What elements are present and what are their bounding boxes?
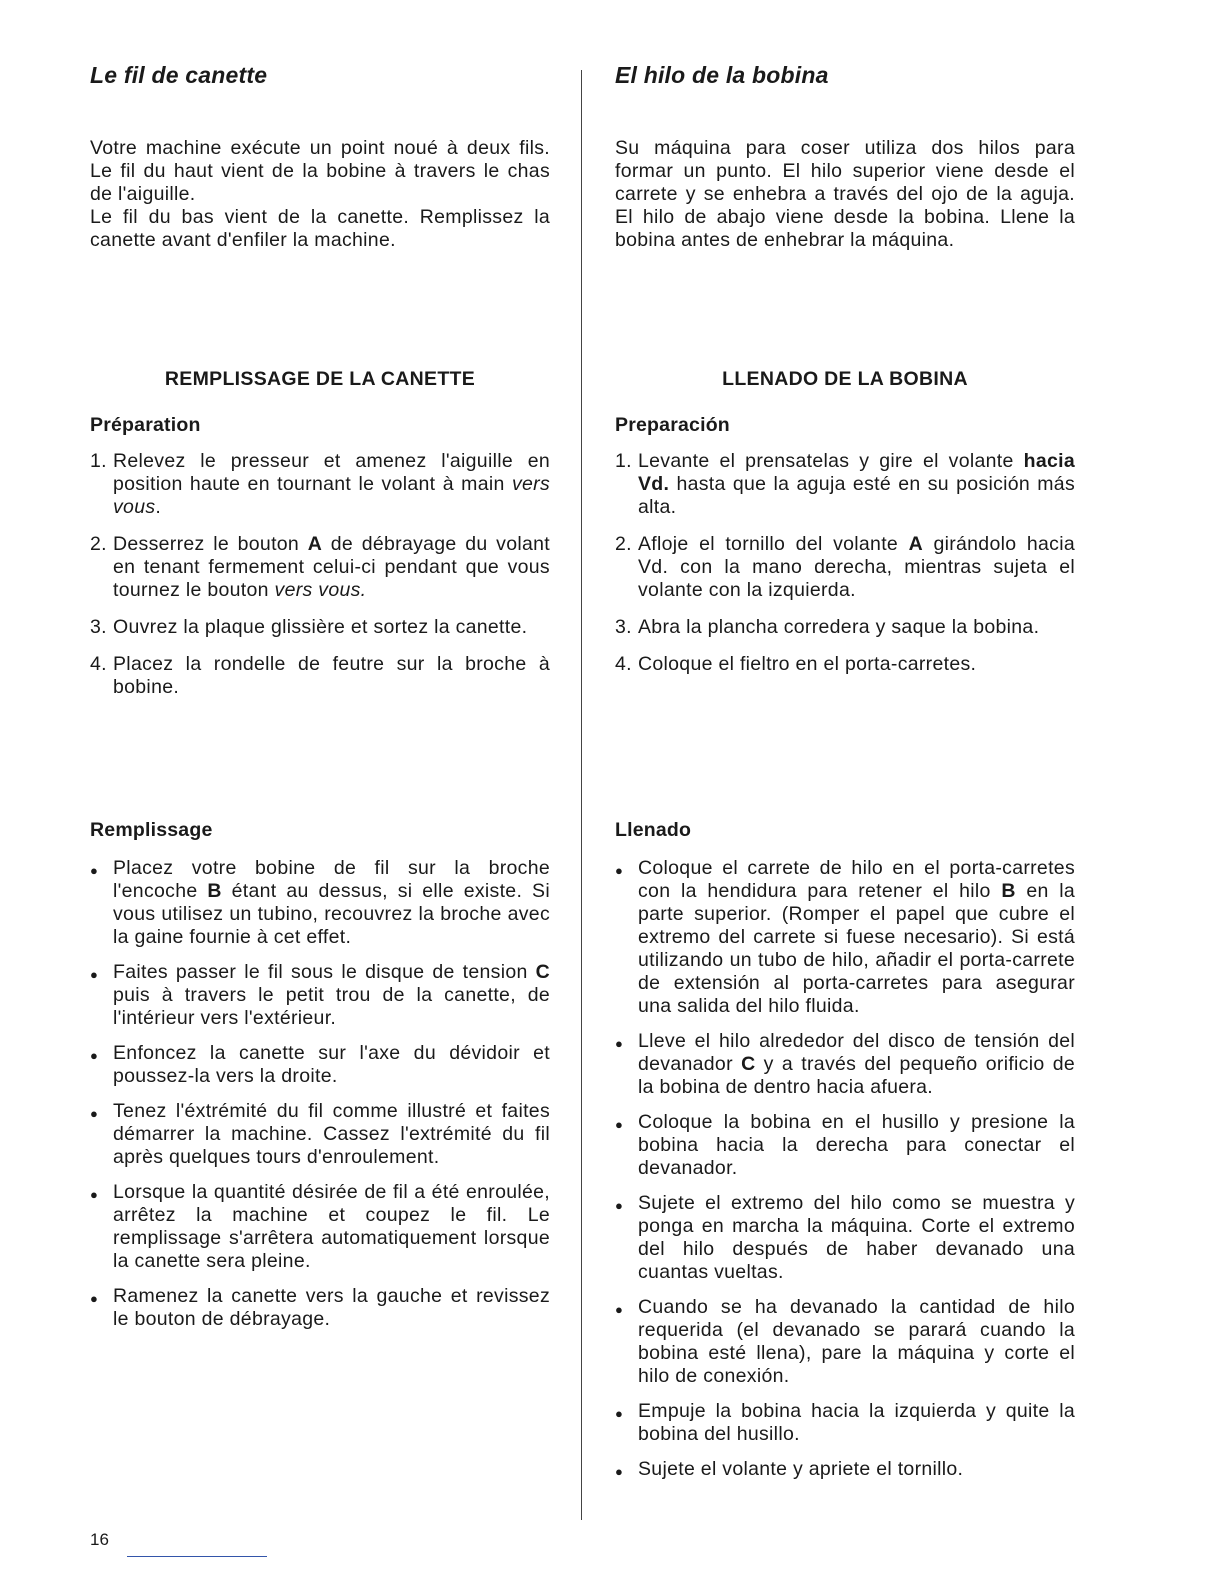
step-item bbox=[615, 450, 1075, 519]
filling-bullets-es bbox=[615, 857, 1075, 1498]
bullet-text: Coloque la bobina en el husillo y presione la bobina hacia la derecha para conectar el devanador. bbox=[638, 1111, 1075, 1179]
step-text: Abra la plancha corredera y saque la bobina. bbox=[638, 616, 1040, 638]
bobbin-winding-heading-fr: REMPLISSAGE DE LA CANETTE bbox=[164, 368, 476, 390]
step-item bbox=[90, 450, 550, 519]
bullet-dot-icon: ● bbox=[90, 967, 99, 982]
bullet-item bbox=[615, 1030, 1075, 1099]
step-item bbox=[90, 653, 550, 699]
bullet-dot-icon: ● bbox=[615, 1406, 624, 1421]
bullet-dot-icon: ● bbox=[90, 1187, 99, 1202]
bullet-text: Cuando se ha devanado la cantidad de hilo requerida (el devanado se parará cuando la bobina esté llena), pare la máquina y corte el hilo de conexión. bbox=[638, 1296, 1075, 1387]
bullet-dot-icon: ● bbox=[615, 863, 624, 878]
bullet-dot-icon: ● bbox=[615, 1464, 624, 1479]
bullet-dot-icon: ● bbox=[90, 1048, 99, 1063]
bullet-item bbox=[90, 961, 550, 1030]
step-text: Ouvrez la plaque glissière et sortez la canette. bbox=[113, 616, 528, 638]
step-text: Afloje el tornillo del volante A girándolo hacia Vd. con la mano derecha, mientras sujeta el volante con la izquierda. bbox=[638, 533, 1075, 601]
bullet-text: Tenez l'éxtrémité du fil comme illustré et faites démarrer la machine. Cassez l'extrémité du fil après quelques tours d'enroulement. bbox=[113, 1100, 550, 1168]
bullet-text: Sujete el extremo del hilo como se muestra y ponga en marcha la máquina. Corte el extremo del hilo después de haber devanado una cuantas vueltas. bbox=[638, 1192, 1075, 1283]
bullet-dot-icon: ● bbox=[90, 1106, 99, 1121]
bullet-item bbox=[615, 1296, 1075, 1388]
bullet-text: Faites passer le fil sous le disque de tension C puis à travers le petit trou de la canette, de l'intérieur vers l'extérieur. bbox=[113, 961, 550, 1029]
intro-paragraph: Su máquina para coser utiliza dos hilos para formar un punto. El hilo superior viene desde el carrete y se enhebra a través del ojo de la aguja. El hilo de abajo viene desde la bobina. Llene la bobina antes de enhebrar la máquina. bbox=[615, 137, 1075, 251]
section-title-fr: Le fil de canette bbox=[90, 62, 268, 88]
bullet-text: Enfoncez la canette sur l'axe du dévidoir et poussez-la vers la droite. bbox=[113, 1042, 550, 1087]
step-number: 3. bbox=[90, 616, 107, 638]
step-number: 2. bbox=[90, 533, 107, 555]
bullet-text: Sujete el volante y apriete el tornillo. bbox=[638, 1458, 964, 1480]
step-number: 2. bbox=[615, 533, 632, 555]
bullet-text: Coloque el carrete de hilo en el porta-carretes con la hendidura para retener el hilo B en la parte superior. (Romper el papel que cubre el extremo del carrete si fuese necesario). Si está utilizando un tubo de hilo, añadir el porta-carrete de extensión al porta-carretes para asegurar una salida del hilo fluida. bbox=[638, 857, 1075, 1017]
footer-rule bbox=[127, 1556, 267, 1557]
step-text: Relevez le presseur et amenez l'aiguille en position haute en tournant le volant à main vers vous. bbox=[113, 450, 550, 518]
step-number: 1. bbox=[615, 450, 632, 472]
filling-subheading-fr: Remplissage bbox=[90, 819, 213, 841]
bullet-dot-icon: ● bbox=[90, 863, 99, 878]
intro-paragraph: Le fil du bas vient de la canette. Remplissez la canette avant d'enfiler la machine. bbox=[90, 206, 550, 251]
bullet-text: Placez votre bobine de fil sur la broche l'encoche B étant au dessus, si elle existe. Si vous utilisez un tubino, recouvrez la broche avec la gaine fournie à cet effet. bbox=[113, 857, 550, 948]
bullet-item bbox=[615, 857, 1075, 1018]
step-number: 4. bbox=[615, 653, 632, 675]
step-number: 1. bbox=[90, 450, 107, 472]
bullet-item bbox=[90, 1181, 550, 1273]
bullet-dot-icon: ● bbox=[615, 1198, 624, 1213]
section-title-es: El hilo de la bobina bbox=[615, 62, 829, 88]
step-number: 4. bbox=[90, 653, 107, 675]
bullet-dot-icon: ● bbox=[615, 1117, 624, 1132]
bullet-dot-icon: ● bbox=[90, 1291, 99, 1306]
bobbin-winding-heading-es: LLENADO DE LA BOBINA bbox=[722, 368, 968, 390]
intro-text-es bbox=[615, 137, 1075, 252]
preparation-steps-es bbox=[615, 450, 1075, 690]
preparation-subheading-es: Preparación bbox=[615, 414, 730, 436]
bullet-text: Lleve el hilo alrededor del disco de tensión del devanador C y a través del pequeño orificio de la bobina de dentro hacia afuera. bbox=[638, 1030, 1075, 1098]
bullet-item bbox=[90, 1285, 550, 1331]
step-item bbox=[615, 653, 1075, 676]
bullet-dot-icon: ● bbox=[615, 1036, 624, 1051]
preparation-steps-fr bbox=[90, 450, 550, 713]
bullet-item bbox=[615, 1458, 1075, 1486]
step-text: Coloque el fieltro en el porta-carretes. bbox=[638, 653, 977, 675]
bullet-text: Ramenez la canette vers la gauche et revissez le bouton de débrayage. bbox=[113, 1285, 550, 1330]
bullet-item bbox=[615, 1400, 1075, 1446]
step-item bbox=[90, 533, 550, 602]
page-number: 16 bbox=[90, 1530, 109, 1549]
filling-bullets-fr bbox=[90, 857, 550, 1343]
bullet-item bbox=[90, 857, 550, 949]
bullet-item bbox=[615, 1111, 1075, 1180]
step-item bbox=[615, 533, 1075, 602]
intro-paragraph: Votre machine exécute un point noué à deux fils. Le fil du haut vient de la bobine à travers le chas de l'aiguille. bbox=[90, 137, 550, 205]
bullet-dot-icon: ● bbox=[615, 1302, 624, 1317]
preparation-subheading-fr: Préparation bbox=[90, 414, 201, 436]
intro-text-fr bbox=[90, 137, 550, 252]
step-text: Placez la rondelle de feutre sur la broche à bobine. bbox=[113, 653, 550, 698]
bullet-item bbox=[90, 1100, 550, 1169]
step-text: Desserrez le bouton A de débrayage du volant en tenant fermement celui-ci pendant que vous tournez le bouton vers vous. bbox=[113, 533, 550, 601]
bullet-text: Empuje la bobina hacia la izquierda y quite la bobina del husillo. bbox=[638, 1400, 1075, 1445]
filling-subheading-es: Llenado bbox=[615, 819, 692, 841]
step-item bbox=[90, 616, 550, 639]
bullet-text: Lorsque la quantité désirée de fil a été enroulée, arrêtez la machine et coupez le fil. Le remplissage s'arrêtera automatiquement lorsque la canette sera pleine. bbox=[113, 1181, 550, 1272]
bullet-item bbox=[615, 1192, 1075, 1284]
step-number: 3. bbox=[615, 616, 632, 638]
step-item bbox=[615, 616, 1075, 639]
bullet-item bbox=[90, 1042, 550, 1088]
step-text: Levante el prensatelas y gire el volante hacia Vd. hasta que la aguja esté en su posición más alta. bbox=[638, 450, 1075, 518]
column-divider bbox=[581, 70, 582, 1520]
